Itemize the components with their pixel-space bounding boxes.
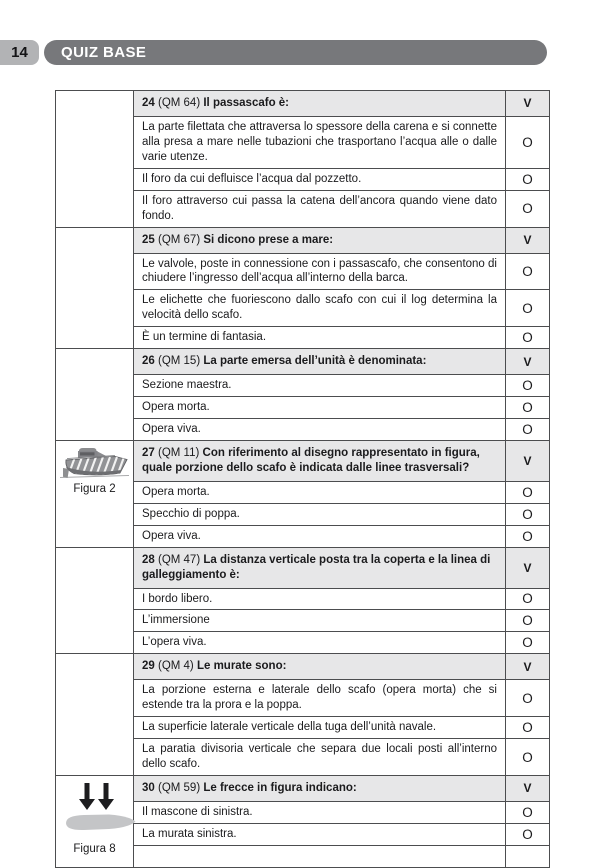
question-code: (QM 59) bbox=[154, 781, 204, 794]
answer-option-circle[interactable]: O bbox=[506, 327, 550, 349]
answer-text: Le elichette che fuoriescono dallo scafo con cui il log determina la velocità dello scafo. bbox=[134, 290, 506, 327]
question-row-29 bbox=[56, 654, 550, 680]
valid-column-marker: V bbox=[506, 227, 550, 253]
answer-option-circle[interactable]: O bbox=[506, 801, 550, 823]
answer-option-circle[interactable]: O bbox=[506, 190, 550, 227]
valid-column-marker: V bbox=[506, 440, 550, 481]
page-number-badge: 14 bbox=[0, 40, 39, 65]
answer-text: La parte filettata che attraversa lo spessore della carena e si connette alla presa a mare nelle tubazioni che trasportano l’acqua alle o dalle varie utenze. bbox=[134, 116, 506, 168]
figure-cell bbox=[56, 775, 134, 867]
question-title: Il passascafo è: bbox=[203, 97, 290, 109]
question-title: Le murate sono: bbox=[196, 660, 287, 673]
answer-option-circle[interactable]: O bbox=[506, 116, 550, 168]
question-text bbox=[134, 775, 506, 801]
answer-option-circle[interactable]: O bbox=[506, 610, 550, 632]
answer-option-circle[interactable]: O bbox=[506, 632, 550, 654]
figure-cell-empty bbox=[56, 349, 134, 441]
valid-column-marker: V bbox=[506, 349, 550, 375]
question-row-30 bbox=[56, 775, 550, 801]
question-code: (QM 4) bbox=[154, 660, 197, 673]
answer-text: Opera viva. bbox=[134, 419, 506, 441]
valid-column-marker: V bbox=[506, 547, 550, 588]
answer-option-circle[interactable]: O bbox=[506, 823, 550, 845]
answer-text: Il foro attraverso cui passa la catena dell’ancora quando viene dato fondo. bbox=[134, 190, 506, 227]
answer-option-circle[interactable]: O bbox=[506, 588, 550, 610]
page-header bbox=[0, 40, 547, 65]
figure-label: Figura 2 bbox=[73, 482, 116, 495]
question-row-28 bbox=[56, 547, 550, 588]
answer-option-circle[interactable]: O bbox=[506, 525, 550, 547]
answer-text: Le valvole, poste in connessione con i passascafo, che consentono di chiudere l’ingresso dell’acqua all’interno della barca. bbox=[134, 253, 506, 290]
question-row-27 bbox=[56, 440, 550, 481]
answer-text: Il foro da cui defluisce l’acqua dal pozzetto. bbox=[134, 168, 506, 190]
question-title: Le frecce in figura indicano: bbox=[203, 781, 357, 794]
answer-option-circle[interactable]: O bbox=[506, 680, 550, 717]
figure-label: Figura 8 bbox=[73, 842, 116, 855]
answer-option-circle[interactable]: O bbox=[506, 419, 550, 441]
answer-text: È un termine di fantasia. bbox=[134, 327, 506, 349]
valid-column-marker: V bbox=[506, 654, 550, 680]
answer-text: La murata sinistra. bbox=[134, 823, 506, 845]
answer-option-circle[interactable]: O bbox=[506, 375, 550, 397]
answer-option-circle[interactable]: O bbox=[506, 168, 550, 190]
answer-text: L’immersione bbox=[134, 610, 506, 632]
answer-text: Opera viva. bbox=[134, 525, 506, 547]
answer-option-circle[interactable]: O bbox=[506, 253, 550, 290]
figure-cell-empty bbox=[56, 547, 134, 654]
answer-text: La paratia divisoria verticale che separa due locali posti all’interno dello scafo. bbox=[134, 739, 506, 776]
answer-text: Opera morta. bbox=[134, 397, 506, 419]
figure-cell-empty bbox=[56, 227, 134, 349]
question-code: (QM 47) bbox=[154, 553, 204, 566]
answer-text: Specchio di poppa. bbox=[134, 503, 506, 525]
answer-option-circle[interactable]: O bbox=[506, 397, 550, 419]
two-down-arrows-over-hull-icon bbox=[57, 780, 132, 842]
question-text bbox=[134, 227, 506, 253]
question-number: 27 bbox=[142, 446, 155, 459]
question-title: Si dicono prese a mare: bbox=[203, 233, 334, 246]
question-title: Con riferimento al disegno rappresentato in figura, quale porzione dello scafo è indicata dalle linee trasversali? bbox=[142, 446, 480, 474]
quiz-table bbox=[55, 90, 550, 868]
question-number: 26 bbox=[142, 355, 155, 368]
figure-cell bbox=[56, 440, 134, 547]
answer-option-circle[interactable]: O bbox=[506, 717, 550, 739]
question-text bbox=[134, 349, 506, 375]
answer-text: La superficie laterale verticale della tuga dell’unità navale. bbox=[134, 717, 506, 739]
answer-text: I bordo libero. bbox=[134, 588, 506, 610]
question-row-25 bbox=[56, 227, 550, 253]
question-title: La parte emersa dell’unità è denominata: bbox=[203, 355, 427, 368]
answer-option-circle[interactable]: O bbox=[506, 503, 550, 525]
question-code: (QM 11) bbox=[154, 446, 203, 459]
question-number: 25 bbox=[142, 233, 155, 246]
answer-text: L’opera viva. bbox=[134, 632, 506, 654]
answer-option-circle[interactable]: O bbox=[506, 290, 550, 327]
question-code: (QM 64) bbox=[154, 97, 204, 109]
answer-text: Il mascone di sinistra. bbox=[134, 801, 506, 823]
question-text bbox=[134, 440, 506, 481]
quiz-table-body bbox=[56, 91, 550, 868]
question-title: La distanza verticale posta tra la coperta e la linea di galleggiamento è: bbox=[142, 553, 491, 581]
answer-option-circle[interactable]: O bbox=[506, 739, 550, 776]
question-code: (QM 15) bbox=[154, 355, 204, 368]
valid-column-marker: V bbox=[506, 91, 550, 117]
question-number: 29 bbox=[142, 660, 155, 673]
question-number: 24 bbox=[142, 97, 155, 109]
question-text bbox=[134, 91, 506, 117]
figure-cell-empty bbox=[56, 91, 134, 228]
answer-text: Sezione maestra. bbox=[134, 375, 506, 397]
question-number: 28 bbox=[142, 553, 155, 566]
answer-text: La porzione esterna e laterale dello scafo (opera morta) che si estende tra la prora e la poppa. bbox=[134, 680, 506, 717]
answer-option-circle[interactable]: O bbox=[506, 481, 550, 503]
motorboat-hatched-hull-icon bbox=[57, 445, 132, 482]
question-number: 30 bbox=[142, 781, 155, 794]
question-text bbox=[134, 654, 506, 680]
question-row-26 bbox=[56, 349, 550, 375]
answer-text: Opera morta. bbox=[134, 481, 506, 503]
question-text bbox=[134, 547, 506, 588]
figure-cell-empty bbox=[56, 654, 134, 776]
valid-column-marker: V bbox=[506, 775, 550, 801]
question-code: (QM 67) bbox=[154, 233, 204, 246]
question-row-24 bbox=[56, 91, 550, 117]
page-title: QUIZ BASE bbox=[44, 40, 547, 65]
